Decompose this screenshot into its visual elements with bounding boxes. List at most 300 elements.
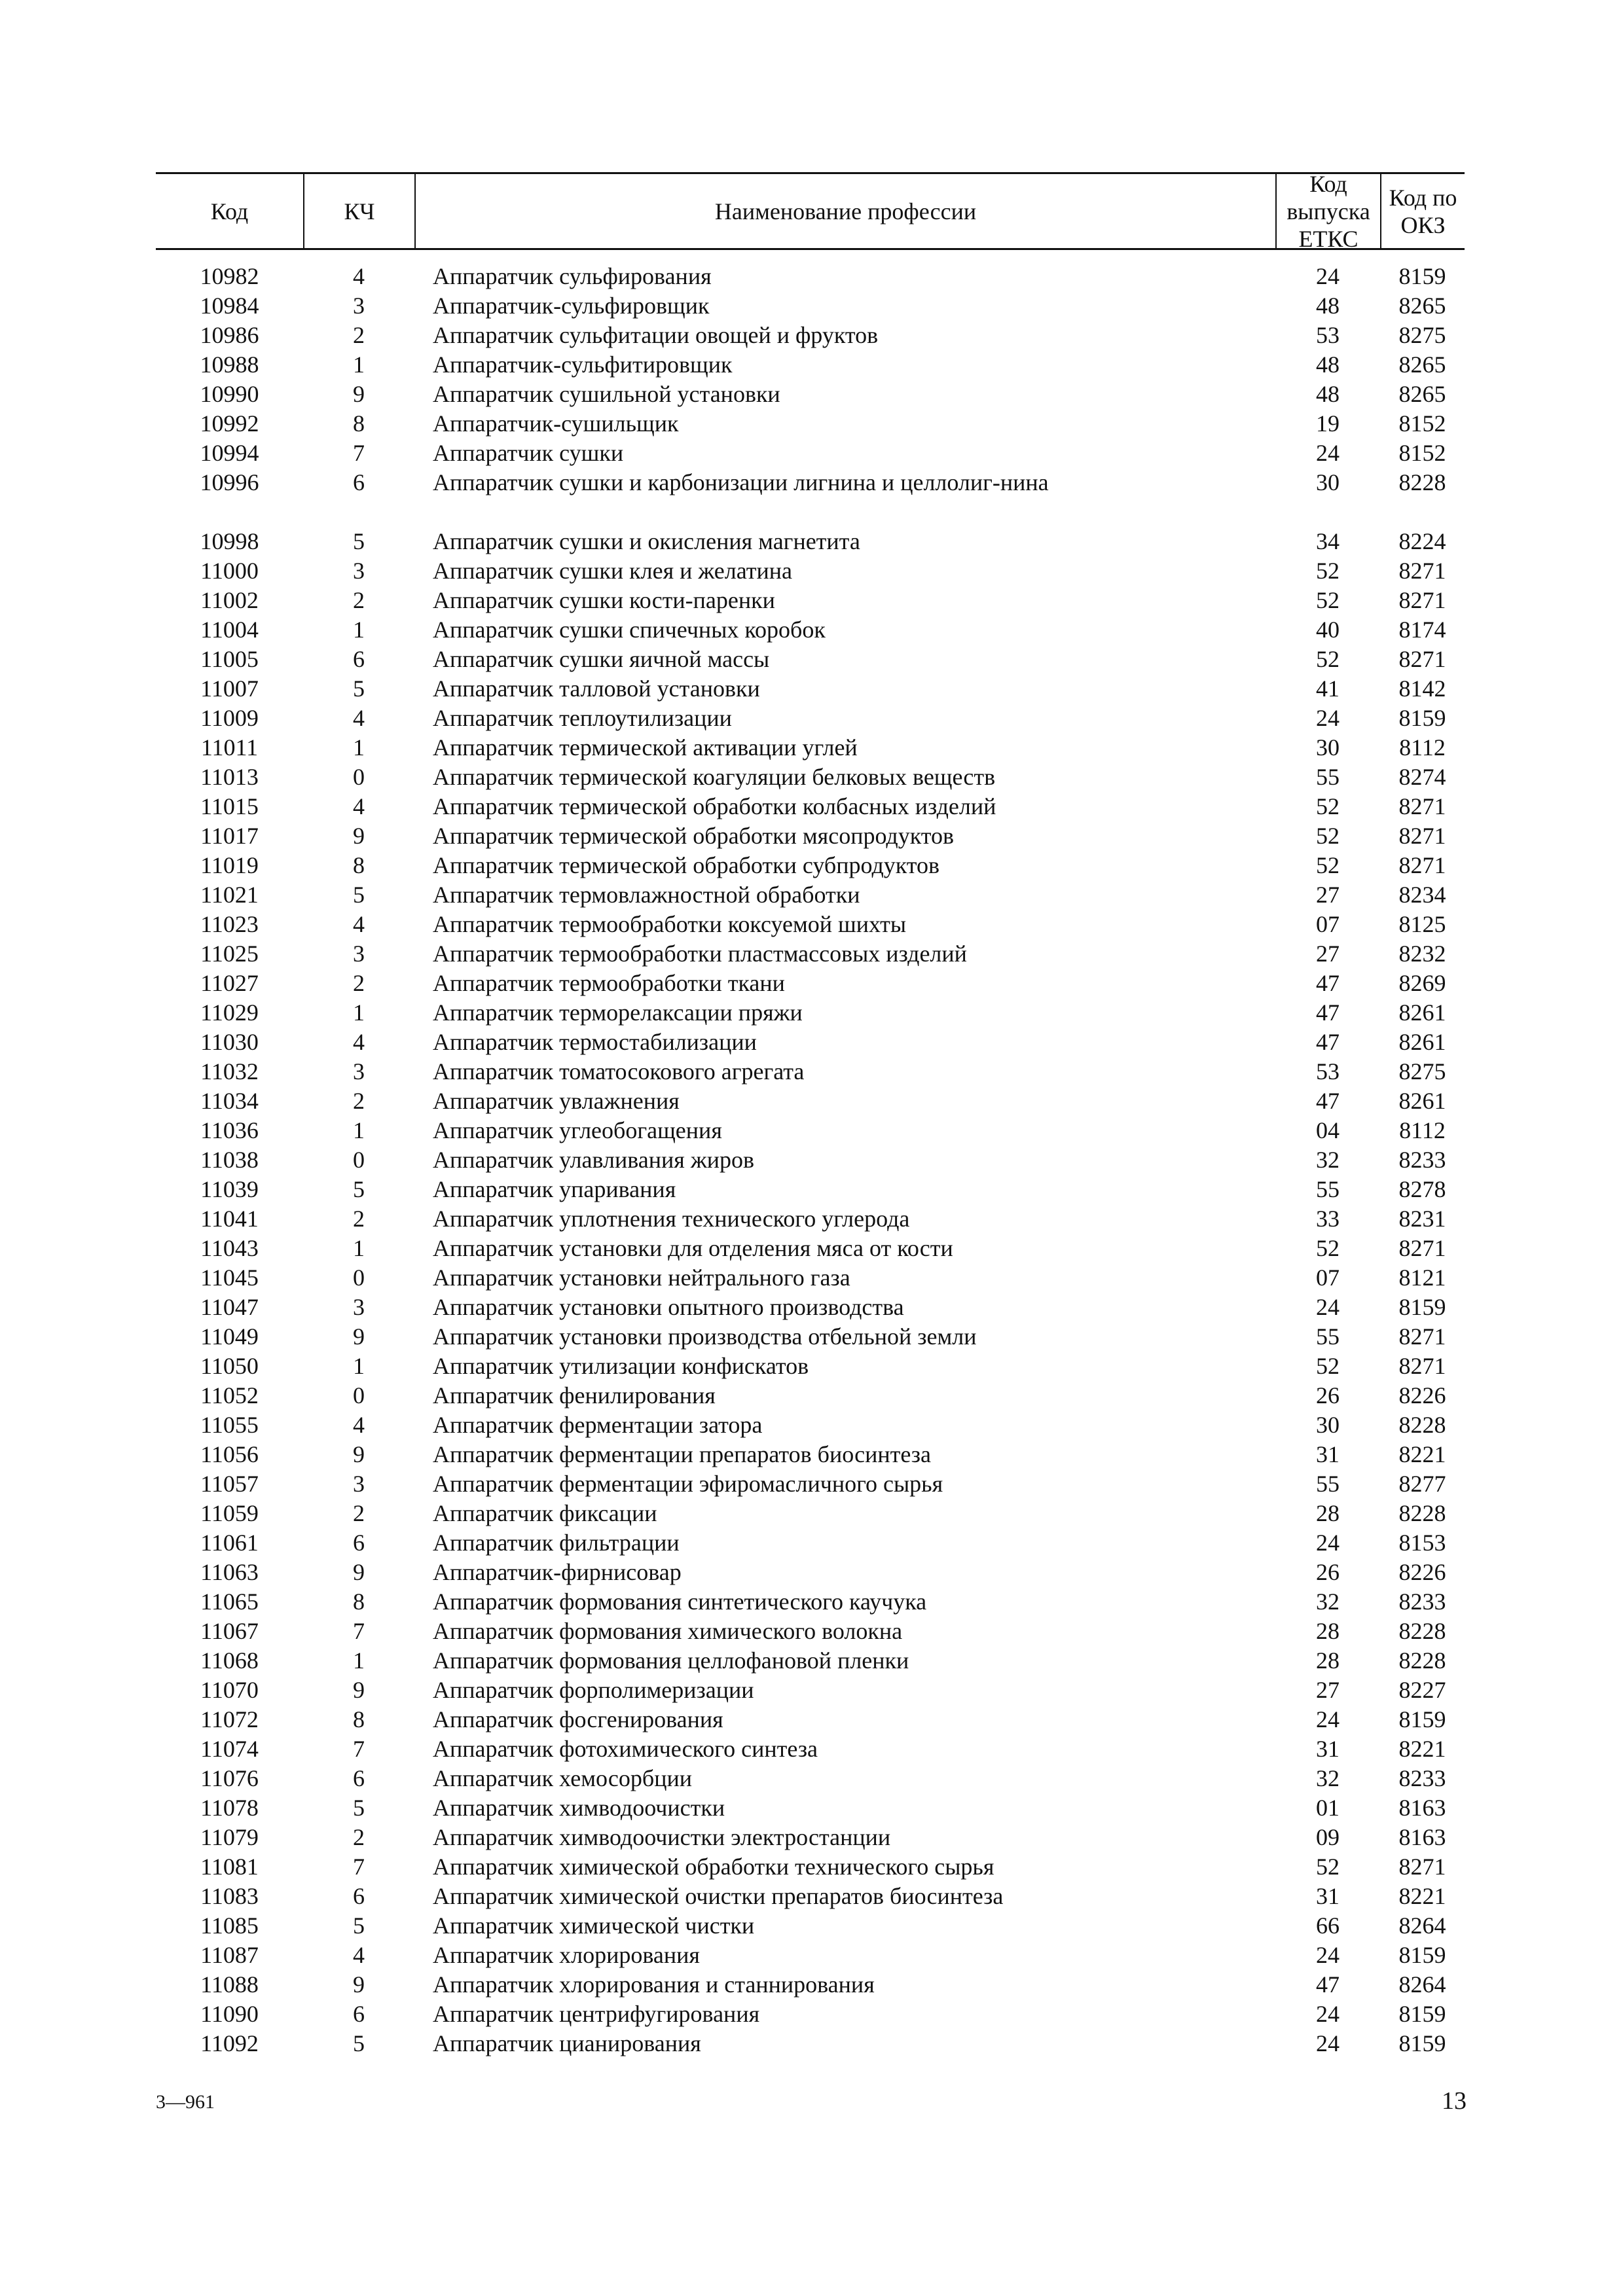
cell-name: Аппаратчик сушки яичной массы [433,646,770,672]
cell-name: Аппаратчик ферментации препаратов биосинтеза [433,1441,932,1467]
table-row [156,586,1465,615]
cell-kch: 9 [353,1441,365,1467]
cell-kch: 5 [353,675,365,702]
table-row [156,1911,1465,1941]
cell-kch: 5 [353,1176,365,1202]
cell-code: 11092 [200,2030,259,2056]
cell-code: 11050 [200,1353,259,1379]
cell-etks: 24 [1316,1530,1340,1556]
cell-name: Аппаратчик-сульфировщик [433,293,710,319]
cell-okz: 8226 [1398,1382,1446,1408]
cell-code: 11072 [200,1706,259,1732]
table-row [156,1734,1465,1764]
cell-okz: 8271 [1398,558,1446,584]
cell-code: 11009 [200,705,259,731]
cell-etks: 52 [1316,793,1340,819]
cell-name: Аппаратчик термообработки коксуемой шихты [433,911,907,937]
cell-code: 11076 [200,1765,259,1791]
cell-name: Аппаратчик термической обработки субпродуктов [433,852,940,878]
cell-kch: 2 [353,1500,365,1526]
header-divider [156,249,1465,250]
cell-code: 11004 [200,617,259,643]
cell-kch: 5 [353,882,365,908]
cell-name: Аппаратчик термической активации углей [433,734,858,761]
cell-etks: 32 [1316,1765,1340,1791]
cell-code: 11030 [200,1029,259,1055]
cell-kch: 1 [353,1647,365,1674]
cell-code: 11027 [200,970,259,996]
cell-etks: 55 [1316,1471,1340,1497]
cell-okz: 8159 [1398,1294,1446,1320]
header-name: Наименование профессии [414,174,1275,248]
table-row [156,291,1465,321]
cell-okz: 8221 [1398,1736,1446,1762]
cell-etks: 47 [1316,970,1340,996]
cell-okz: 8142 [1398,675,1446,702]
table-row [156,1204,1465,1234]
cell-okz: 8274 [1398,764,1446,790]
cell-name: Аппаратчик термической обработки мясопродуктов [433,823,955,849]
cell-name: Аппаратчик химической обработки технического сырья [433,1854,994,1880]
cell-kch: 0 [353,1265,365,1291]
cell-okz: 8163 [1398,1824,1446,1850]
cell-etks: 26 [1316,1559,1340,1585]
cell-okz: 8269 [1398,970,1446,996]
cell-name: Аппаратчик фильтрации [433,1530,680,1556]
footer-code: 3—961 [156,2091,215,2113]
cell-code: 11083 [200,1883,259,1909]
table-row [156,1793,1465,1823]
cell-code: 11079 [200,1824,259,1850]
cell-etks: 66 [1316,1912,1340,1939]
cell-kch: 7 [353,1854,365,1880]
cell-etks: 01 [1316,1795,1340,1821]
table-row [156,821,1465,851]
cell-etks: 55 [1316,1176,1340,1202]
table-row [156,762,1465,792]
cell-okz: 8271 [1398,823,1446,849]
cell-kch: 3 [353,1471,365,1497]
cell-kch: 4 [353,1029,365,1055]
cell-okz: 8275 [1398,322,1446,348]
cell-okz: 8221 [1398,1441,1446,1467]
header-kch: КЧ [303,174,414,248]
cell-name: Аппаратчик увлажнения [433,1088,680,1114]
cell-code: 11078 [200,1795,259,1821]
cell-name: Аппаратчик сушки [433,440,624,466]
cell-kch: 6 [353,2001,365,2027]
cell-name: Аппаратчик термической коагуляции белковых веществ [433,764,996,790]
cell-kch: 8 [353,410,365,437]
cell-kch: 2 [353,970,365,996]
cell-name: Аппаратчик установки производства отбельной земли [433,1323,977,1350]
table-row [156,527,1465,556]
cell-name: Аппаратчик-фирнисовар [433,1559,682,1585]
cell-etks: 28 [1316,1647,1340,1674]
table-row [156,1410,1465,1440]
cell-kch: 1 [353,999,365,1026]
cell-name: Аппаратчик установки нейтрального газа [433,1265,850,1291]
cell-okz: 8261 [1398,1029,1446,1055]
cell-name: Аппаратчик терморелаксации пряжи [433,999,803,1026]
cell-kch: 9 [353,1323,365,1350]
cell-code: 11056 [200,1441,259,1467]
cell-okz: 8264 [1398,1912,1446,1939]
table-row [156,380,1465,409]
cell-code: 11041 [200,1206,259,1232]
cell-etks: 47 [1316,1971,1340,1998]
cell-okz: 8159 [1398,1942,1446,1968]
cell-okz: 8159 [1398,263,1446,289]
table-row [156,350,1465,380]
table-row [156,1057,1465,1086]
cell-okz: 8152 [1398,410,1446,437]
cell-name: Аппаратчик сушки спичечных коробок [433,617,826,643]
cell-code: 11029 [200,999,259,1026]
cell-kch: 9 [353,1971,365,1998]
cell-okz: 8226 [1398,1559,1446,1585]
cell-name: Аппаратчик термообработки пластмассовых изделий [433,941,967,967]
cell-code: 10996 [200,469,259,495]
cell-okz: 8125 [1398,911,1446,937]
cell-name: Аппаратчик томатосокового агрегата [433,1058,805,1085]
cell-code: 11038 [200,1147,259,1173]
cell-okz: 8153 [1398,1530,1446,1556]
cell-kch: 0 [353,764,365,790]
cell-kch: 8 [353,1706,365,1732]
cell-code: 11061 [200,1530,259,1556]
cell-kch: 3 [353,558,365,584]
cell-kch: 4 [353,911,365,937]
cell-etks: 28 [1316,1500,1340,1526]
cell-etks: 04 [1316,1117,1340,1143]
cell-etks: 31 [1316,1883,1340,1909]
cell-okz: 8228 [1398,1500,1446,1526]
cell-kch: 2 [353,1088,365,1114]
cell-code: 11081 [200,1854,259,1880]
table-row [156,1823,1465,1852]
cell-etks: 53 [1316,1058,1340,1085]
cell-okz: 8233 [1398,1765,1446,1791]
cell-kch: 6 [353,1530,365,1556]
cell-okz: 8232 [1398,941,1446,967]
cell-kch: 4 [353,263,365,289]
cell-etks: 32 [1316,1147,1340,1173]
cell-kch: 1 [353,1235,365,1261]
cell-code: 11055 [200,1412,259,1438]
cell-kch: 5 [353,2030,365,2056]
cell-code: 11005 [200,646,259,672]
cell-okz: 8277 [1398,1471,1446,1497]
table-row [156,1852,1465,1882]
table-row [156,1263,1465,1293]
cell-kch: 7 [353,440,365,466]
cell-okz: 8261 [1398,999,1446,1026]
cell-kch: 0 [353,1147,365,1173]
cell-etks: 27 [1316,882,1340,908]
cell-code: 11017 [200,823,259,849]
cell-name: Аппаратчик сульфирования [433,263,712,289]
cell-code: 11067 [200,1618,259,1644]
table-row [156,556,1465,586]
cell-etks: 24 [1316,440,1340,466]
cell-okz: 8228 [1398,1412,1446,1438]
cell-name: Аппаратчик улавливания жиров [433,1147,754,1173]
cell-code: 11015 [200,793,259,819]
cell-okz: 8228 [1398,1647,1446,1674]
table-row [156,409,1465,439]
cell-code: 11049 [200,1323,259,1350]
cell-kch: 6 [353,469,365,495]
table-row [156,1499,1465,1528]
cell-okz: 8233 [1398,1588,1446,1615]
cell-code: 11032 [200,1058,259,1085]
cell-name: Аппаратчик хлорирования и станнирования [433,1971,875,1998]
table-row [156,1381,1465,1410]
cell-okz: 8271 [1398,852,1446,878]
cell-etks: 07 [1316,1265,1340,1291]
cell-okz: 8121 [1398,1265,1446,1291]
cell-etks: 26 [1316,1382,1340,1408]
table-row [156,1705,1465,1734]
cell-name: Аппаратчик углеобогащения [433,1117,722,1143]
cell-code: 11007 [200,675,259,702]
table-row [156,615,1465,645]
cell-name: Аппаратчик термовлажностной обработки [433,882,860,908]
cell-code: 10982 [200,263,259,289]
table-row [156,1028,1465,1057]
cell-kch: 7 [353,1736,365,1762]
cell-kch: 1 [353,351,365,378]
cell-kch: 1 [353,734,365,761]
table-row [156,733,1465,762]
cell-code: 11052 [200,1382,259,1408]
cell-code: 11070 [200,1677,259,1703]
table-row [156,1116,1465,1145]
cell-kch: 2 [353,1206,365,1232]
page-number: 13 [1442,2087,1467,2115]
cell-code: 11090 [200,2001,259,2027]
cell-code: 11043 [200,1235,259,1261]
cell-okz: 8275 [1398,1058,1446,1085]
cell-kch: 6 [353,1883,365,1909]
cell-kch: 4 [353,793,365,819]
cell-okz: 8159 [1398,2030,1446,2056]
cell-name: Аппаратчик центрифугирования [433,2001,760,2027]
table-row [156,439,1465,468]
cell-etks: 48 [1316,351,1340,378]
cell-etks: 47 [1316,1029,1340,1055]
cell-code: 11057 [200,1471,259,1497]
cell-etks: 55 [1316,1323,1340,1350]
cell-etks: 30 [1316,469,1340,495]
table-header [156,170,1465,252]
cell-etks: 24 [1316,1942,1340,1968]
cell-code: 11074 [200,1736,259,1762]
table-row [156,1882,1465,1911]
cell-etks: 52 [1316,1854,1340,1880]
cell-name: Аппаратчик упаривания [433,1176,676,1202]
cell-kch: 3 [353,293,365,319]
table-row [156,939,1465,969]
cell-okz: 8271 [1398,1854,1446,1880]
cell-etks: 31 [1316,1441,1340,1467]
cell-code: 11011 [200,734,259,761]
cell-name: Аппаратчик химводоочистки электростанции [433,1824,891,1850]
cell-kch: 3 [353,1058,365,1085]
table-row [156,1528,1465,1558]
cell-name: Аппаратчик талловой установки [433,675,760,702]
table-row [156,321,1465,350]
cell-okz: 8174 [1398,617,1446,643]
cell-name: Аппаратчик термообработки ткани [433,970,785,996]
cell-okz: 8271 [1398,1235,1446,1261]
table-row [156,262,1465,291]
cell-okz: 8264 [1398,1971,1446,1998]
cell-name: Аппаратчик теплоутилизации [433,705,732,731]
cell-etks: 09 [1316,1824,1340,1850]
cell-etks: 30 [1316,734,1340,761]
cell-etks: 47 [1316,999,1340,1026]
table-row [156,1764,1465,1793]
cell-etks: 52 [1316,1235,1340,1261]
table-row [156,1175,1465,1204]
cell-name: Аппаратчик установки опытного производства [433,1294,904,1320]
cell-code: 10990 [200,381,259,407]
cell-etks: 48 [1316,293,1340,319]
cell-etks: 47 [1316,1088,1340,1114]
cell-etks: 24 [1316,2001,1340,2027]
header-okz: Код по ОКЗ [1380,174,1465,248]
cell-code: 11013 [200,764,259,790]
cell-etks: 24 [1316,1294,1340,1320]
cell-etks: 34 [1316,528,1340,554]
cell-kch: 8 [353,1588,365,1615]
cell-name: Аппаратчик цианирования [433,2030,701,2056]
cell-okz: 8271 [1398,646,1446,672]
cell-code: 11047 [200,1294,259,1320]
cell-name: Аппаратчик формования целлофановой пленки [433,1647,909,1674]
cell-kch: 6 [353,1765,365,1791]
table-row [156,468,1465,527]
cell-etks: 52 [1316,558,1340,584]
cell-name: Аппаратчик химической чистки [433,1912,755,1939]
cell-name: Аппаратчик-сушильщик [433,410,679,437]
cell-etks: 24 [1316,263,1340,289]
cell-code: 11059 [200,1500,259,1526]
cell-etks: 24 [1316,705,1340,731]
cell-kch: 4 [353,1412,365,1438]
cell-name: Аппаратчик сушки и карбонизации лигнина и целлолиг-нина [433,469,1049,495]
cell-okz: 8159 [1398,705,1446,731]
cell-okz: 8228 [1398,1618,1446,1644]
cell-name: Аппаратчик фенилирования [433,1382,716,1408]
cell-etks: 40 [1316,617,1340,643]
cell-etks: 52 [1316,823,1340,849]
cell-name: Аппаратчик хлорирования [433,1942,700,1968]
cell-etks: 48 [1316,381,1340,407]
cell-okz: 8112 [1399,734,1446,761]
table-row [156,969,1465,998]
cell-okz: 8224 [1398,528,1446,554]
table-row [156,1234,1465,1263]
cell-kch: 9 [353,1559,365,1585]
cell-etks: 53 [1316,322,1340,348]
cell-name: Аппаратчик уплотнения технического углерода [433,1206,910,1232]
table-row [156,1440,1465,1469]
table-row [156,1558,1465,1587]
cell-code: 11019 [200,852,259,878]
cell-name: Аппаратчик сушки и окисления магнетита [433,528,860,554]
cell-etks: 24 [1316,1706,1340,1732]
cell-etks: 07 [1316,911,1340,937]
cell-kch: 8 [353,852,365,878]
cell-etks: 55 [1316,764,1340,790]
cell-name: Аппаратчик химической очистки препаратов биосинтеза [433,1883,1004,1909]
header-etks: Код выпуска ЕТКС [1275,174,1380,248]
cell-kch: 9 [353,823,365,849]
table-row [156,1617,1465,1646]
table-row [156,910,1465,939]
cell-etks: 28 [1316,1618,1340,1644]
cell-kch: 3 [353,1294,365,1320]
cell-kch: 3 [353,941,365,967]
cell-name: Аппаратчик термической обработки колбасных изделий [433,793,996,819]
cell-name: Аппаратчик фиксации [433,1500,657,1526]
cell-code: 11065 [200,1588,259,1615]
cell-okz: 8159 [1398,1706,1446,1732]
cell-etks: 30 [1316,1412,1340,1438]
cell-etks: 27 [1316,941,1340,967]
table-row [156,704,1465,733]
cell-code: 11068 [200,1647,259,1674]
cell-name: Аппаратчик химводоочистки [433,1795,725,1821]
cell-name: Аппаратчик термостабилизации [433,1029,757,1055]
cell-etks: 27 [1316,1677,1340,1703]
cell-kch: 1 [353,1117,365,1143]
cell-okz: 8261 [1398,1088,1446,1114]
table-row [156,1145,1465,1175]
cell-name: Аппаратчик сушки клея и желатина [433,558,793,584]
cell-etks: 52 [1316,852,1340,878]
cell-name: Аппаратчик формования синтетического каучука [433,1588,927,1615]
cell-kch: 1 [353,1353,365,1379]
cell-name: Аппаратчик форполимеризации [433,1677,754,1703]
cell-code: 11045 [200,1265,259,1291]
cell-code: 11087 [200,1942,259,1968]
cell-code: 10988 [200,351,259,378]
cell-kch: 5 [353,528,365,554]
table-row [156,851,1465,880]
cell-okz: 8234 [1398,882,1446,908]
cell-code: 11000 [200,558,259,584]
cell-okz: 8159 [1398,2001,1446,2027]
cell-okz: 8227 [1398,1677,1446,1703]
cell-okz: 8152 [1398,440,1446,466]
cell-code: 10992 [200,410,259,437]
cell-code: 11088 [200,1971,259,1998]
table-row [156,1293,1465,1322]
cell-kch: 6 [353,646,365,672]
table-row [156,1941,1465,1970]
cell-code: 10998 [200,528,259,554]
cell-okz: 8221 [1398,1883,1446,1909]
cell-okz: 8265 [1398,351,1446,378]
cell-kch: 1 [353,617,365,643]
cell-etks: 33 [1316,1206,1340,1232]
cell-name: Аппаратчик утилизации конфискатов [433,1353,809,1379]
cell-name: Аппаратчик ферментации эфиромасличного сырья [433,1471,943,1497]
